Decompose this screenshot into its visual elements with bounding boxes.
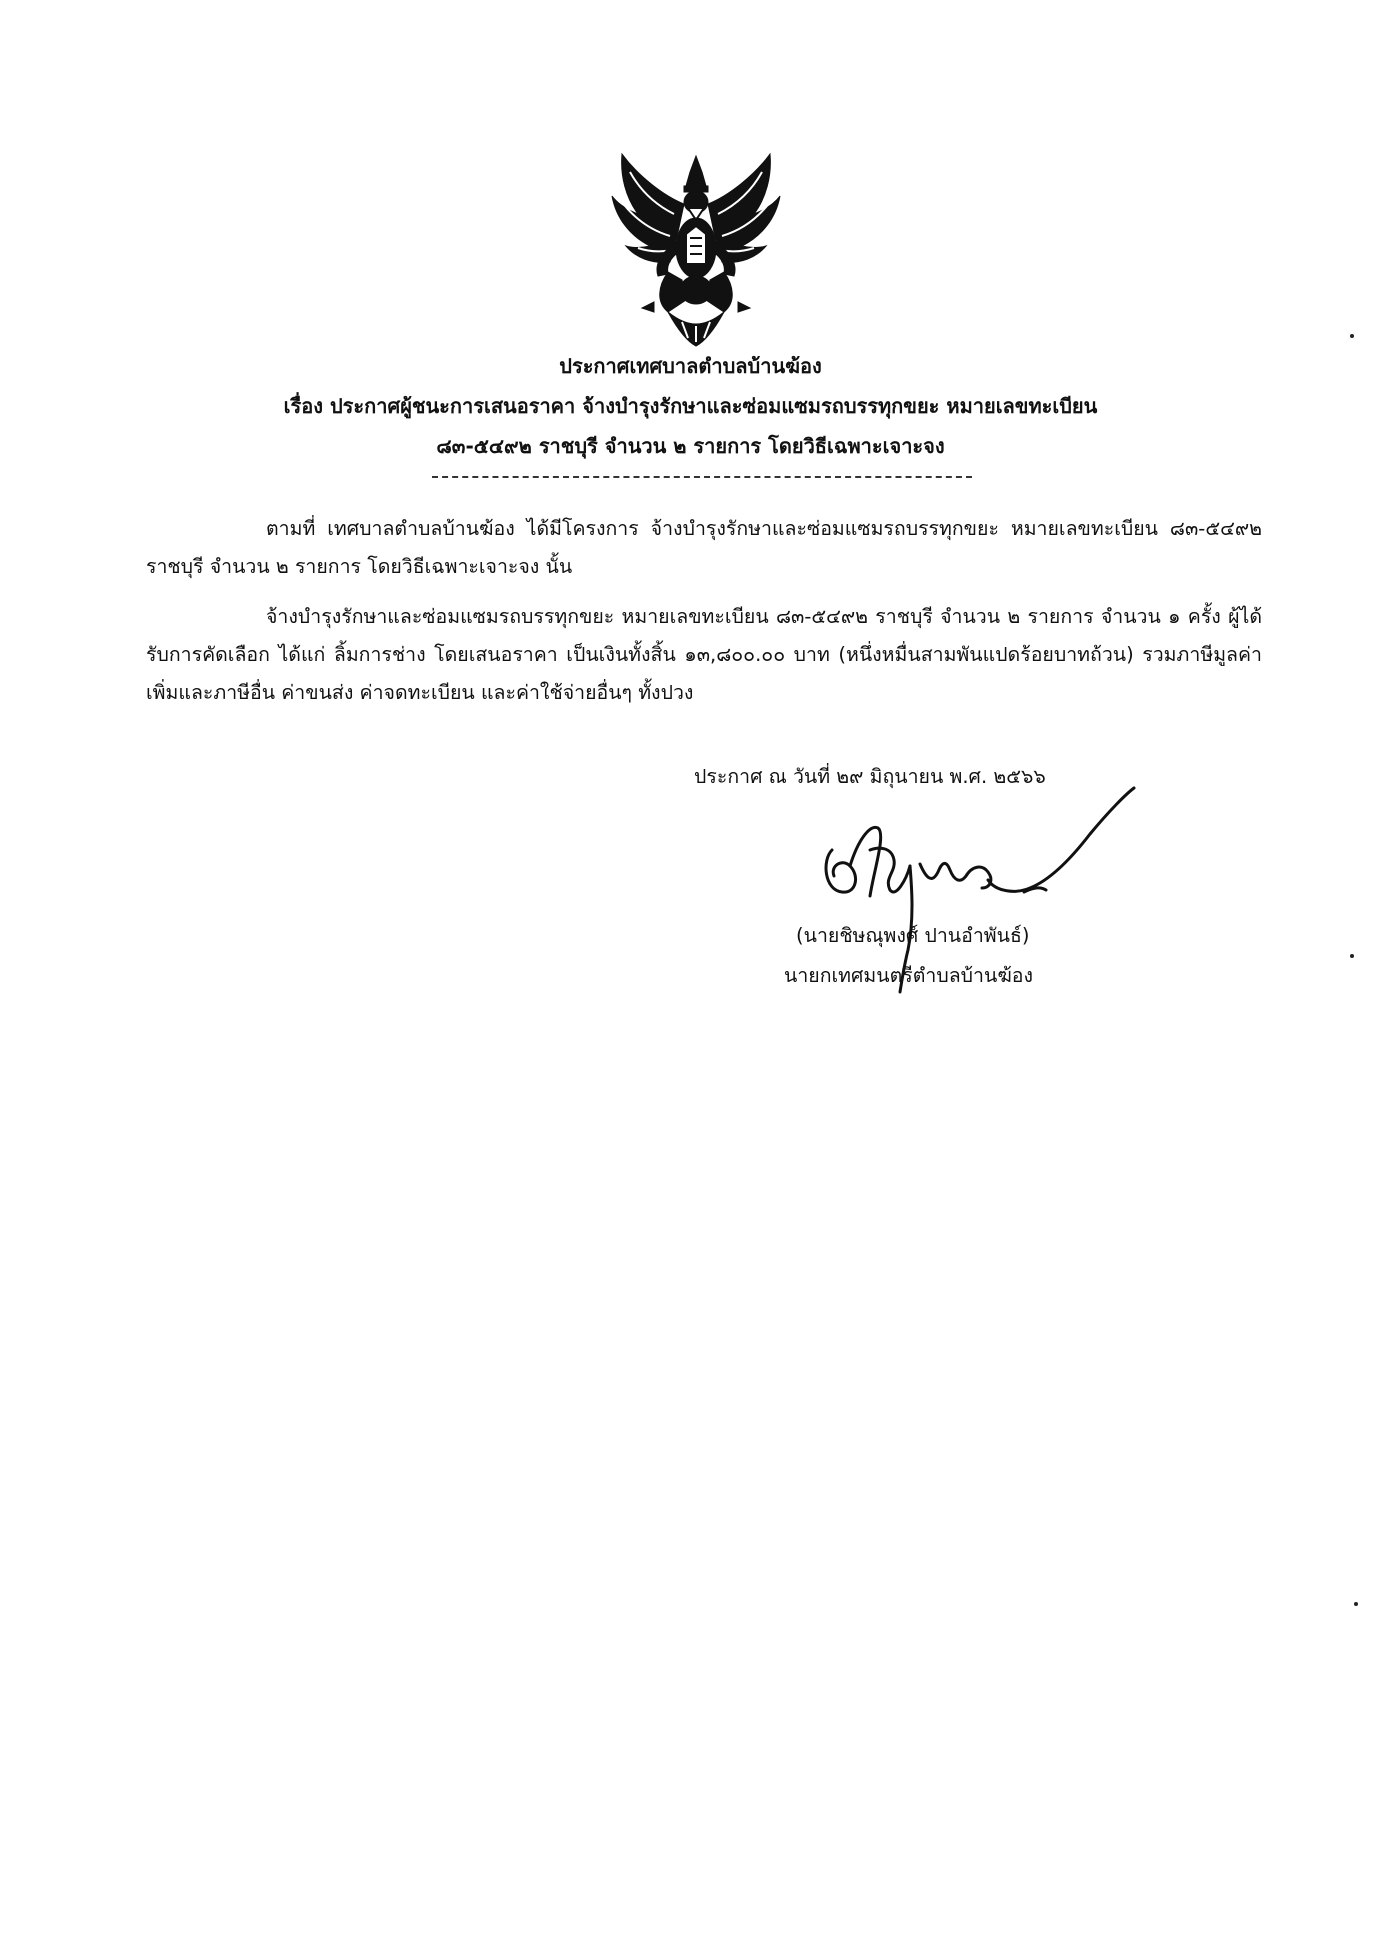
garuda-emblem-icon [608, 152, 784, 348]
signer-position: นายกเทศมนตรีตำบลบ้านฆ้อง [784, 964, 1034, 987]
handwritten-signature-icon [820, 780, 1200, 1030]
announcement-title: ประกาศเทศบาลตำบลบ้านฆ้อง [559, 354, 822, 378]
scan-speck [1350, 954, 1354, 958]
announcement-subject-line-1: เรื่อง ประกาศผู้ชนะการเสนอราคา จ้างบำรุงรักษาและซ่อมแซมรถบรรทุกขยะ หมายเลขทะเบียน [283, 394, 1098, 418]
signer-name: (นายชิษณุพงศ์ ปานอำพันธ์) [796, 924, 1030, 947]
body-paragraph-1: ตามที่ เทศบาลตำบลบ้านฆ้อง ได้มีโครงการ จ้างบำรุงรักษาและซ่อมแซมรถบรรทุกขยะ หมายเลขทะเบียน ๘๓-๕๔๙๒ ราชบุรี จำนวน ๒ รายการ โดยวิธีเฉพาะเจาะจง นั้น [146, 517, 1262, 578]
scan-speck [1350, 334, 1354, 338]
announcement-date: ประกาศ ณ วันที่ ๒๙ มิถุนายน พ.ศ. ๒๕๖๖ [694, 765, 1046, 788]
scan-speck [1354, 1602, 1358, 1606]
separator-rule [432, 476, 972, 478]
announcement-subject-line-2: ๘๓-๕๔๙๒ ราชบุรี จำนวน ๒ รายการ โดยวิธีเฉพาะเจาะจง [436, 434, 945, 458]
body-paragraph-2: จ้างบำรุงรักษาและซ่อมแซมรถบรรทุกขยะ หมายเลขทะเบียน ๘๓-๕๔๙๒ ราชบุรี จำนวน ๒ รายการ จำนวน ๑ ครั้ง ผู้ได้รับการคัดเลือก ได้แก่ ลิ้มการช่าง โดยเสนอราคา เป็นเงินทั้งสิ้น ๑๓,๘๐๐.๐๐ บาท (หนึ่งหมื่นสามพันแปดร้อยบาทถ้วน) รวมภาษีมูลค่าเพิ่มและภาษีอื่น ค่าขนส่ง ค่าจดทะเบียน และค่าใช้จ่ายอื่นๆ ทั้งปวง [146, 605, 1262, 704]
